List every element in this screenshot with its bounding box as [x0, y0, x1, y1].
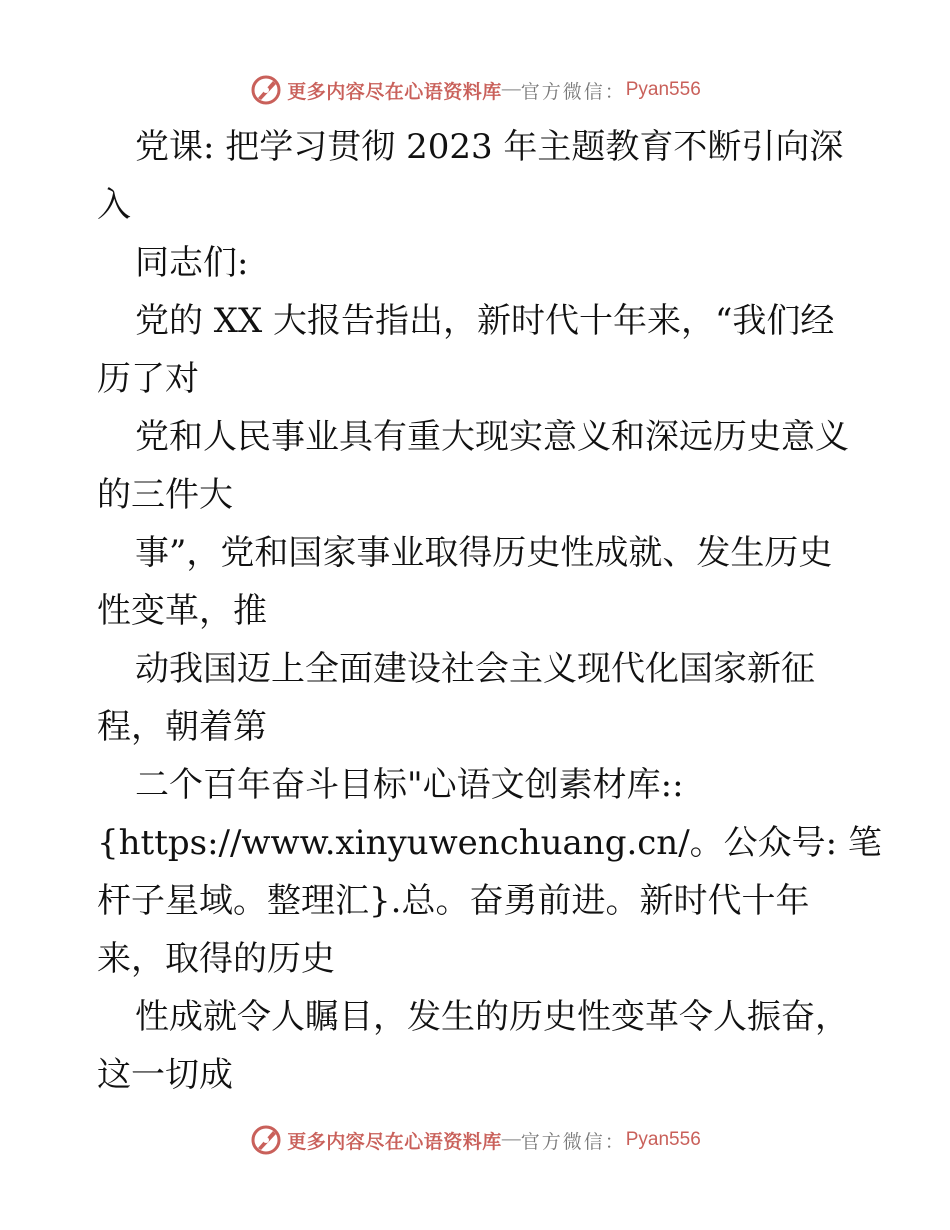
banner-wechat-label: 官方微信： [520, 1130, 626, 1153]
logo-icon [249, 1123, 283, 1157]
text-line: 这一切成 [97, 1055, 233, 1095]
document-title-line: 党课: 把学习贯彻 2023 年主题教育不断引向深 [135, 127, 844, 167]
text-line: 程，朝着第 [97, 707, 267, 747]
banner-wechat-id: Pyan556 [625, 1129, 701, 1150]
text-line: 的三件大 [97, 475, 233, 515]
document-title-line-cont: 入 [97, 185, 131, 225]
header-banner [0, 70, 950, 110]
salutation: 同志们: [135, 243, 249, 283]
logo-icon [249, 73, 283, 107]
text-line: 历了对 [97, 359, 199, 399]
banner-text: 更多内容尽在心语资料库 [287, 1130, 502, 1153]
banner-separator: — [501, 1129, 521, 1150]
text-line: 动我国迈上全面建设社会主义现代化国家新征 [135, 649, 815, 689]
banner-wechat-id: Pyan556 [625, 79, 701, 100]
banner-separator: — [501, 79, 521, 100]
banner-text: 更多内容尽在心语资料库 [287, 80, 502, 103]
text-line: 杆子星域。整理汇}.总。奋勇前进。新时代十年 [97, 881, 810, 921]
text-line: 来，取得的历史 [97, 939, 335, 979]
text-line: 性变革，推 [97, 591, 267, 631]
text-line: 党和人民事业具有重大现实意义和深远历史意义 [135, 417, 849, 457]
text-line: 事”，党和国家事业取得历史性成就、发生历史 [135, 533, 833, 573]
banner-wechat-label: 官方微信： [520, 80, 626, 103]
text-line: 党的 XX 大报告指出，新时代十年来，“我们经 [135, 301, 835, 341]
text-line: 二个百年奋斗目标"心语文创素材库:: [135, 765, 684, 805]
text-line: {https://www.xinyuwenchuang.cn/。公众号: 笔 [97, 823, 882, 863]
footer-banner [0, 1120, 950, 1160]
document-body [97, 118, 882, 1104]
text-line: 性成就令人瞩目，发生的历史性变革令人振奋， [135, 997, 849, 1037]
